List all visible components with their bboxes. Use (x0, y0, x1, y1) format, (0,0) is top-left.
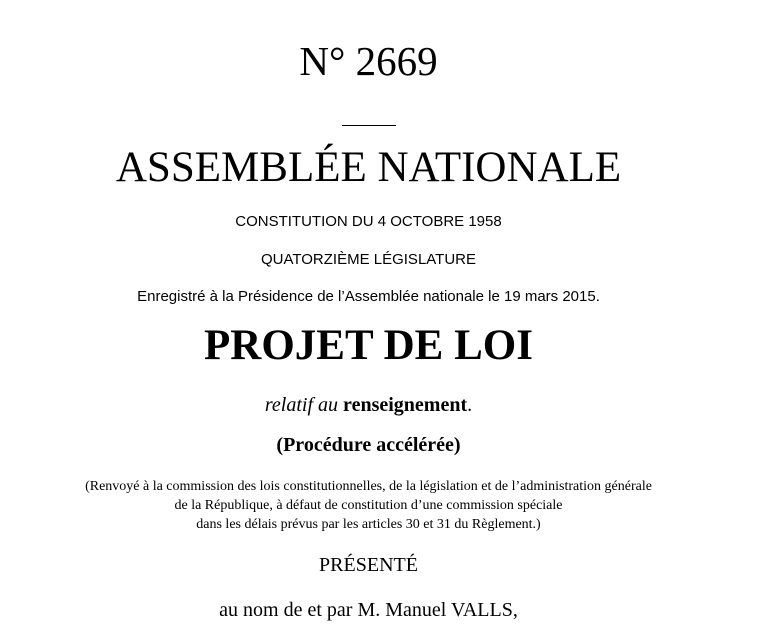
constitution-line: CONSTITUTION DU 4 OCTOBRE 1958 (235, 213, 502, 230)
page-title: PROJET DE LOI (204, 322, 533, 369)
title-divider (342, 125, 396, 126)
assembly-heading: ASSEMBLÉE NATIONALE (115, 144, 622, 191)
legislature-line: QUATORZIÈME LÉGISLATURE (260, 251, 477, 268)
referral-note (0, 477, 737, 534)
procedure-note: (Procédure accélérée) (276, 434, 461, 456)
referral-line: dans les délais prévus par les articles 30 et 31 du Règlement.) (196, 517, 541, 532)
bill-subject (0, 393, 737, 417)
presented-label: PRÉSENTÉ (319, 554, 418, 576)
presenter-line: au nom de et par M. Manuel VALLS, (219, 599, 518, 621)
registration-line: Enregistré à la Présidence de l’Assemblée nationale le 19 mars 2015. (137, 288, 600, 305)
subject-suffix: . (467, 394, 473, 416)
document-number: N° 2669 (299, 38, 438, 84)
referral-line: de la République, à défaut de constitution d’une commission spéciale (174, 498, 563, 513)
referral-line: (Renvoyé à la commission des lois constitutionnelles, de la législation et de l’administration générale (85, 479, 652, 494)
subject-prefix: relatif au (264, 394, 339, 416)
subject-keyword: renseignement (343, 394, 468, 416)
